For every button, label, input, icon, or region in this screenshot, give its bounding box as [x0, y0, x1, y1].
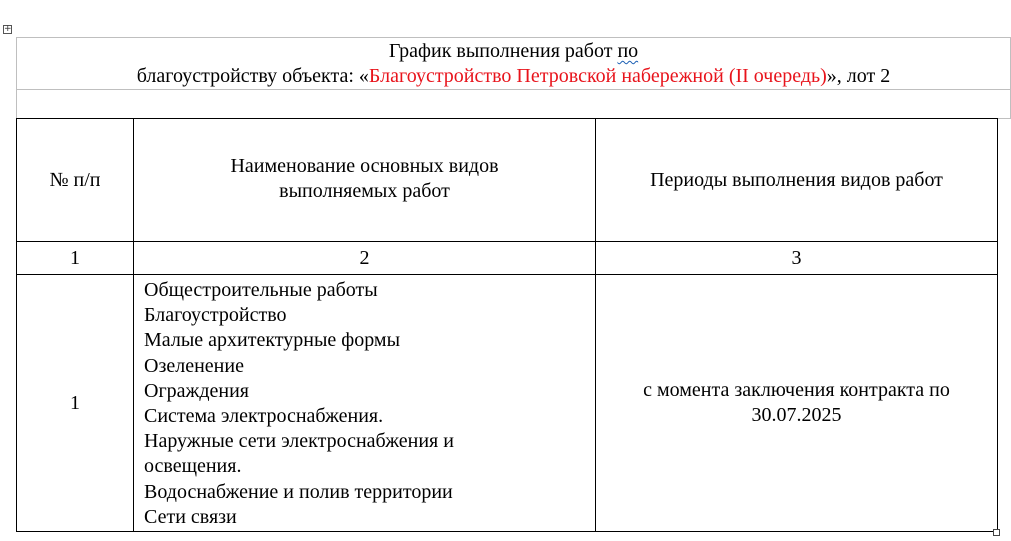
table-move-handle[interactable]: + — [4, 24, 12, 34]
table-row — [17, 275, 998, 532]
title-table — [16, 37, 1011, 119]
work-item: Ограждения — [144, 379, 249, 402]
table-resize-handle[interactable] — [993, 529, 1000, 536]
period-cell — [596, 275, 998, 532]
table-header-row — [17, 119, 998, 242]
title-line-1-text: График выполнения работ — [388, 40, 618, 62]
header-periods: Периоды выполнения видов работ — [596, 119, 998, 242]
schedule-table — [16, 118, 998, 532]
work-item: Сети связи — [144, 505, 237, 528]
column-number-row — [17, 242, 998, 275]
title-line-2-prefix: благоустройству объекта: « — [136, 65, 369, 87]
title-cell — [17, 38, 1011, 90]
empty-row-cell[interactable] — [17, 90, 1011, 119]
work-item: Общестроительные работы — [144, 279, 378, 301]
work-item: освещения. — [144, 455, 242, 478]
work-list — [134, 275, 596, 532]
work-item: Малые архитектурные формы — [144, 329, 401, 352]
title-line-1 — [17, 38, 1010, 64]
column-number: 2 — [134, 242, 596, 275]
spellcheck-word[interactable]: по — [617, 40, 639, 62]
work-item: Система электроснабжения. — [144, 405, 384, 428]
column-number: 3 — [596, 242, 998, 275]
header-work-types-line-1: Наименование основных видов — [230, 155, 499, 177]
work-item: Наружные сети электроснабжения и — [144, 430, 454, 453]
header-work-types — [134, 119, 596, 242]
period-line-1: с момента заключения контракта по — [643, 379, 950, 401]
work-item: Водоснабжение и полив территории — [144, 480, 453, 503]
work-item: Озеленение — [144, 354, 244, 377]
header-number: № п/п — [17, 119, 134, 242]
column-number: 1 — [17, 242, 134, 275]
row-number: 1 — [17, 275, 134, 532]
object-name-highlight: Благоустройство Петровской набережной (II очередь) — [368, 65, 827, 87]
period-line-2: 30.07.2025 — [751, 404, 842, 426]
title-line-2 — [17, 64, 1010, 89]
work-item: Благоустройство — [144, 304, 287, 327]
header-work-types-line-2: выполняемых работ — [279, 180, 450, 202]
title-line-2-suffix: », лот 2 — [826, 65, 891, 87]
